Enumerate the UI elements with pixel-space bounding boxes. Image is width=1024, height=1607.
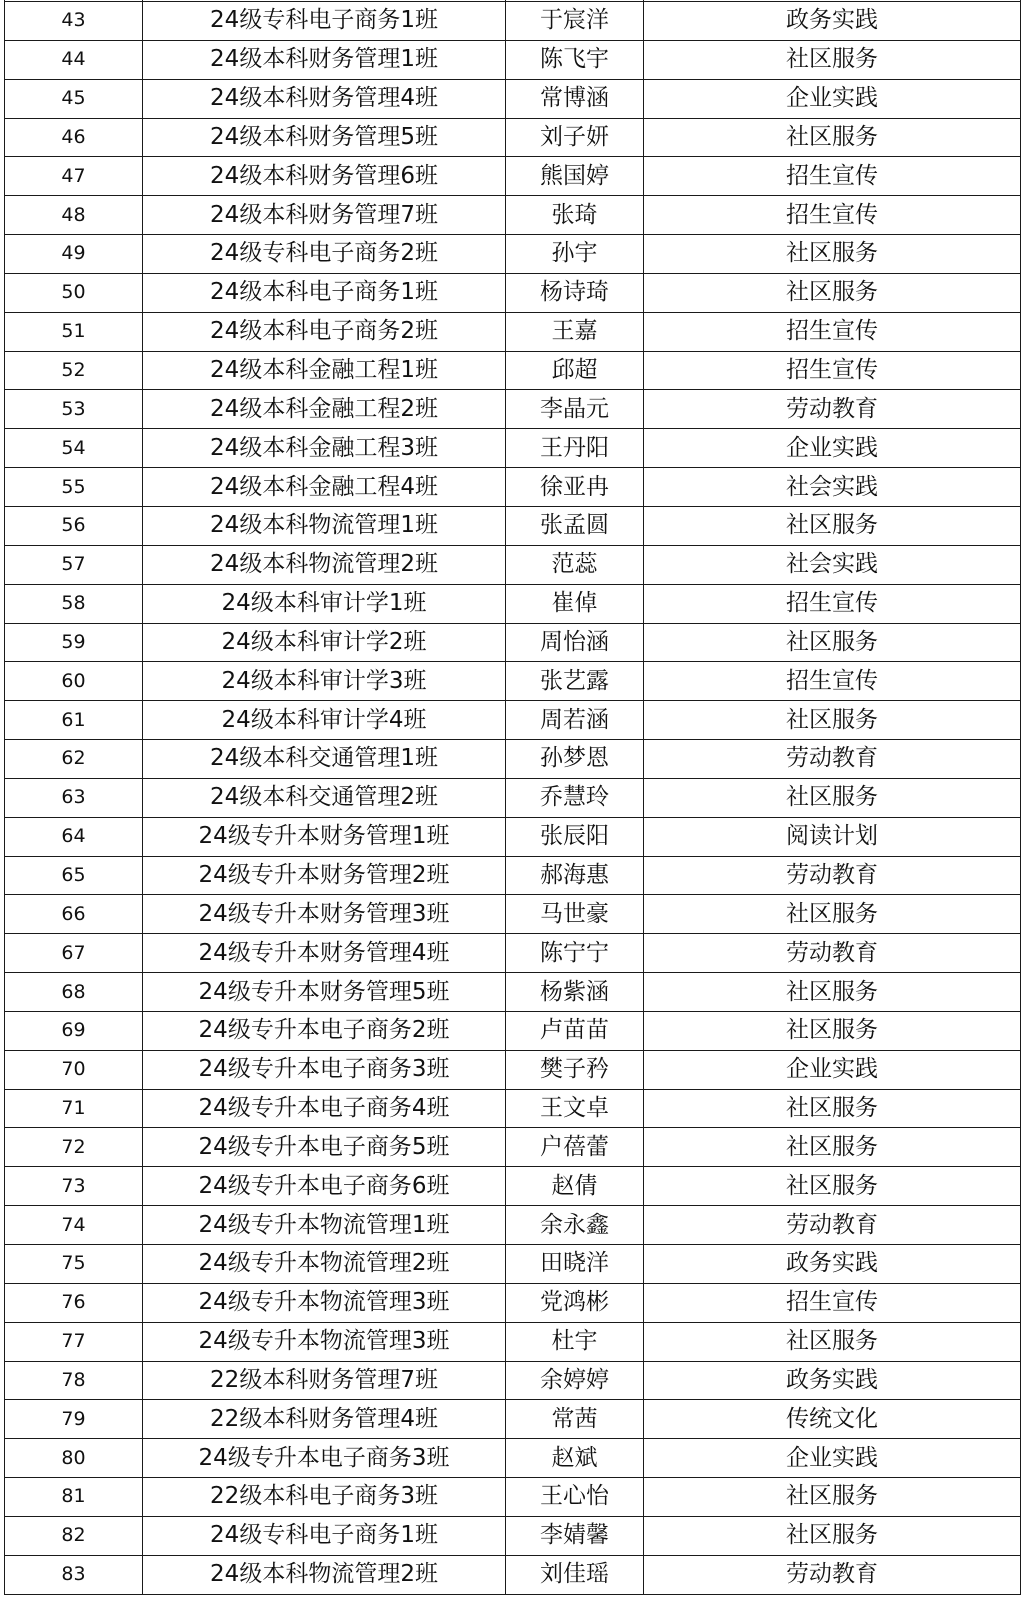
- class-name-cell: 24级专升本财务管理3班: [143, 895, 506, 934]
- table-row: [5, 429, 1021, 468]
- table-row: [5, 778, 1021, 817]
- student-name-cell: 王心怡: [506, 1478, 644, 1517]
- roster-table: [4, 0, 1021, 1595]
- student-name-cell: 田晓洋: [506, 1245, 644, 1284]
- row-number-cell: 63: [5, 778, 143, 817]
- row-number-cell: 55: [5, 468, 143, 507]
- table-row: [5, 1128, 1021, 1167]
- student-name-cell: 张琦: [506, 196, 644, 235]
- row-number-cell: 83: [5, 1555, 143, 1594]
- row-number-cell: 76: [5, 1283, 143, 1322]
- table-row: [5, 1516, 1021, 1555]
- student-name-cell: 孙宇: [506, 235, 644, 274]
- class-name-cell: 24级专升本电子商务3班: [143, 1050, 506, 1089]
- table-row: [5, 545, 1021, 584]
- student-name-cell: 张艺露: [506, 662, 644, 701]
- class-name-cell: 24级本科财务管理5班: [143, 118, 506, 157]
- student-name-cell: 余婷婷: [506, 1361, 644, 1400]
- activity-cell: 社区服务: [644, 1516, 1021, 1555]
- class-name-cell: 24级本科财务管理6班: [143, 157, 506, 196]
- activity-cell: 政务实践: [644, 2, 1021, 41]
- activity-cell: 招生宣传: [644, 1283, 1021, 1322]
- row-number-cell: 49: [5, 235, 143, 274]
- activity-cell: 劳动教育: [644, 856, 1021, 895]
- activity-cell: 社区服务: [644, 1128, 1021, 1167]
- student-name-cell: 熊国婷: [506, 157, 644, 196]
- activity-cell: 社区服务: [644, 235, 1021, 274]
- table-row: [5, 2, 1021, 41]
- activity-cell: 劳动教育: [644, 390, 1021, 429]
- class-name-cell: 22级本科财务管理4班: [143, 1400, 506, 1439]
- class-name-cell: 24级本科金融工程4班: [143, 468, 506, 507]
- roster-table-body: [5, 0, 1021, 1594]
- table-row: [5, 273, 1021, 312]
- student-name-cell: 于宸洋: [506, 2, 644, 41]
- row-number-cell: 79: [5, 1400, 143, 1439]
- class-name-cell: 24级本科电子商务1班: [143, 273, 506, 312]
- student-name-cell: 陈宁宁: [506, 934, 644, 973]
- class-name-cell: 24级本科金融工程3班: [143, 429, 506, 468]
- activity-cell: 社区服务: [644, 701, 1021, 740]
- student-name-cell: 邱超: [506, 351, 644, 390]
- class-name-cell: 24级本科财务管理1班: [143, 40, 506, 79]
- student-name-cell: 王文卓: [506, 1089, 644, 1128]
- table-row: [5, 196, 1021, 235]
- student-name-cell: 张辰阳: [506, 817, 644, 856]
- student-name-cell: 马世豪: [506, 895, 644, 934]
- student-name-cell: 张孟圆: [506, 506, 644, 545]
- class-name-cell: 24级专升本电子商务6班: [143, 1167, 506, 1206]
- table-row: [5, 623, 1021, 662]
- activity-cell: 社会实践: [644, 545, 1021, 584]
- table-row: [5, 118, 1021, 157]
- class-name-cell: 24级本科物流管理2班: [143, 1555, 506, 1594]
- row-number-cell: 82: [5, 1516, 143, 1555]
- class-name-cell: 24级本科交通管理1班: [143, 740, 506, 779]
- activity-cell: 社区服务: [644, 1167, 1021, 1206]
- row-number-cell: 50: [5, 273, 143, 312]
- activity-cell: 企业实践: [644, 429, 1021, 468]
- class-name-cell: 24级本科审计学3班: [143, 662, 506, 701]
- class-name-cell: 24级专升本财务管理4班: [143, 934, 506, 973]
- table-row: [5, 1400, 1021, 1439]
- activity-cell: 企业实践: [644, 79, 1021, 118]
- student-name-cell: 杜宇: [506, 1322, 644, 1361]
- row-number-cell: 54: [5, 429, 143, 468]
- table-row: [5, 1283, 1021, 1322]
- row-number-cell: 73: [5, 1167, 143, 1206]
- activity-cell: 劳动教育: [644, 1555, 1021, 1594]
- table-row: [5, 1478, 1021, 1517]
- row-number-cell: 75: [5, 1245, 143, 1284]
- table-row: [5, 817, 1021, 856]
- student-name-cell: 孙梦恩: [506, 740, 644, 779]
- class-name-cell: 24级本科财务管理4班: [143, 79, 506, 118]
- student-name-cell: 王丹阳: [506, 429, 644, 468]
- class-name-cell: 24级专科电子商务2班: [143, 235, 506, 274]
- activity-cell: 招生宣传: [644, 157, 1021, 196]
- class-name-cell: 24级本科金融工程2班: [143, 390, 506, 429]
- table-row: [5, 312, 1021, 351]
- row-number-cell: 80: [5, 1439, 143, 1478]
- table-row: [5, 740, 1021, 779]
- row-number-cell: 60: [5, 662, 143, 701]
- row-number-cell: 44: [5, 40, 143, 79]
- activity-cell: 社区服务: [644, 118, 1021, 157]
- activity-cell: 社区服务: [644, 1011, 1021, 1050]
- table-row: [5, 1361, 1021, 1400]
- table-row: [5, 973, 1021, 1012]
- student-name-cell: 李婧馨: [506, 1516, 644, 1555]
- class-name-cell: 24级专升本财务管理2班: [143, 856, 506, 895]
- row-number-cell: 43: [5, 2, 143, 41]
- row-number-cell: 62: [5, 740, 143, 779]
- row-number-cell: 70: [5, 1050, 143, 1089]
- activity-cell: 社区服务: [644, 895, 1021, 934]
- class-name-cell: 24级本科审计学4班: [143, 701, 506, 740]
- class-name-cell: 24级专升本财务管理1班: [143, 817, 506, 856]
- row-number-cell: 51: [5, 312, 143, 351]
- student-name-cell: 陈飞宇: [506, 40, 644, 79]
- class-name-cell: 24级专升本电子商务3班: [143, 1439, 506, 1478]
- row-number-cell: 65: [5, 856, 143, 895]
- activity-cell: 社会实践: [644, 468, 1021, 507]
- student-name-cell: 杨诗琦: [506, 273, 644, 312]
- student-name-cell: 常茜: [506, 1400, 644, 1439]
- activity-cell: 社区服务: [644, 1089, 1021, 1128]
- class-name-cell: 24级本科审计学2班: [143, 623, 506, 662]
- activity-cell: 政务实践: [644, 1245, 1021, 1284]
- table-row: [5, 1206, 1021, 1245]
- activity-cell: 社区服务: [644, 273, 1021, 312]
- row-number-cell: 81: [5, 1478, 143, 1517]
- class-name-cell: 24级本科审计学1班: [143, 584, 506, 623]
- class-name-cell: 24级专升本财务管理5班: [143, 973, 506, 1012]
- table-row: [5, 1167, 1021, 1206]
- row-number-cell: 61: [5, 701, 143, 740]
- student-name-cell: 余永鑫: [506, 1206, 644, 1245]
- row-number-cell: 46: [5, 118, 143, 157]
- row-number-cell: 45: [5, 79, 143, 118]
- table-row: [5, 1322, 1021, 1361]
- student-name-cell: 徐亚冉: [506, 468, 644, 507]
- table-row: [5, 856, 1021, 895]
- table-row: [5, 1011, 1021, 1050]
- class-name-cell: 24级专升本物流管理2班: [143, 1245, 506, 1284]
- activity-cell: 政务实践: [644, 1361, 1021, 1400]
- student-name-cell: 李晶元: [506, 390, 644, 429]
- activity-cell: 社区服务: [644, 1478, 1021, 1517]
- activity-cell: 招生宣传: [644, 196, 1021, 235]
- class-name-cell: 24级本科交通管理2班: [143, 778, 506, 817]
- table-row: [5, 468, 1021, 507]
- table-row: [5, 390, 1021, 429]
- class-name-cell: 24级专升本物流管理3班: [143, 1322, 506, 1361]
- activity-cell: 劳动教育: [644, 740, 1021, 779]
- student-name-cell: 赵倩: [506, 1167, 644, 1206]
- activity-cell: 劳动教育: [644, 934, 1021, 973]
- class-name-cell: 24级本科物流管理1班: [143, 506, 506, 545]
- table-row: [5, 1245, 1021, 1284]
- table-row: [5, 1089, 1021, 1128]
- student-name-cell: 刘佳瑶: [506, 1555, 644, 1594]
- activity-cell: 社区服务: [644, 506, 1021, 545]
- activity-cell: 劳动教育: [644, 1206, 1021, 1245]
- student-name-cell: 刘子妍: [506, 118, 644, 157]
- class-name-cell: 24级专科电子商务1班: [143, 2, 506, 41]
- student-name-cell: 党鸿彬: [506, 1283, 644, 1322]
- activity-cell: 社区服务: [644, 1322, 1021, 1361]
- student-name-cell: 崔倬: [506, 584, 644, 623]
- class-name-cell: 24级本科电子商务2班: [143, 312, 506, 351]
- student-name-cell: 周若涵: [506, 701, 644, 740]
- activity-cell: 招生宣传: [644, 584, 1021, 623]
- activity-cell: 企业实践: [644, 1050, 1021, 1089]
- class-name-cell: 24级本科财务管理7班: [143, 196, 506, 235]
- class-name-cell: 24级本科物流管理2班: [143, 545, 506, 584]
- row-number-cell: 66: [5, 895, 143, 934]
- table-row: [5, 40, 1021, 79]
- row-number-cell: 67: [5, 934, 143, 973]
- row-number-cell: 53: [5, 390, 143, 429]
- activity-cell: 招生宣传: [644, 351, 1021, 390]
- activity-cell: 招生宣传: [644, 312, 1021, 351]
- row-number-cell: 77: [5, 1322, 143, 1361]
- student-name-cell: 范蕊: [506, 545, 644, 584]
- activity-cell: 企业实践: [644, 1439, 1021, 1478]
- class-name-cell: 22级本科电子商务3班: [143, 1478, 506, 1517]
- activity-cell: 社区服务: [644, 623, 1021, 662]
- class-name-cell: 24级本科金融工程1班: [143, 351, 506, 390]
- activity-cell: 招生宣传: [644, 662, 1021, 701]
- student-name-cell: 户蓓蕾: [506, 1128, 644, 1167]
- table-row: [5, 1555, 1021, 1594]
- student-name-cell: 王嘉: [506, 312, 644, 351]
- row-number-cell: 57: [5, 545, 143, 584]
- class-name-cell: 24级专升本物流管理3班: [143, 1283, 506, 1322]
- row-number-cell: 52: [5, 351, 143, 390]
- row-number-cell: 58: [5, 584, 143, 623]
- row-number-cell: 64: [5, 817, 143, 856]
- table-row: [5, 351, 1021, 390]
- activity-cell: 社区服务: [644, 40, 1021, 79]
- table-row: [5, 79, 1021, 118]
- table-row: [5, 584, 1021, 623]
- table-row: [5, 662, 1021, 701]
- student-name-cell: 赵斌: [506, 1439, 644, 1478]
- row-number-cell: 69: [5, 1011, 143, 1050]
- activity-cell: 阅读计划: [644, 817, 1021, 856]
- student-name-cell: 樊子矜: [506, 1050, 644, 1089]
- class-name-cell: 24级专升本电子商务5班: [143, 1128, 506, 1167]
- activity-cell: 社区服务: [644, 778, 1021, 817]
- row-number-cell: 71: [5, 1089, 143, 1128]
- row-number-cell: 47: [5, 157, 143, 196]
- row-number-cell: 78: [5, 1361, 143, 1400]
- table-row: [5, 235, 1021, 274]
- activity-cell: 传统文化: [644, 1400, 1021, 1439]
- table-row: [5, 1439, 1021, 1478]
- student-name-cell: 郝海惠: [506, 856, 644, 895]
- class-name-cell: 24级专升本电子商务2班: [143, 1011, 506, 1050]
- student-name-cell: 周怡涵: [506, 623, 644, 662]
- student-name-cell: 乔慧玲: [506, 778, 644, 817]
- row-number-cell: 59: [5, 623, 143, 662]
- class-name-cell: 22级本科财务管理7班: [143, 1361, 506, 1400]
- table-row: [5, 157, 1021, 196]
- class-name-cell: 24级专升本电子商务4班: [143, 1089, 506, 1128]
- row-number-cell: 56: [5, 506, 143, 545]
- table-row: [5, 895, 1021, 934]
- activity-cell: 社区服务: [644, 973, 1021, 1012]
- student-name-cell: 常博涵: [506, 79, 644, 118]
- row-number-cell: 72: [5, 1128, 143, 1167]
- table-row: [5, 1050, 1021, 1089]
- row-number-cell: 74: [5, 1206, 143, 1245]
- row-number-cell: 68: [5, 973, 143, 1012]
- table-row: [5, 506, 1021, 545]
- student-name-cell: 卢苗苗: [506, 1011, 644, 1050]
- row-number-cell: 48: [5, 196, 143, 235]
- class-name-cell: 24级专升本物流管理1班: [143, 1206, 506, 1245]
- student-name-cell: 杨紫涵: [506, 973, 644, 1012]
- table-row: [5, 701, 1021, 740]
- class-name-cell: 24级专科电子商务1班: [143, 1516, 506, 1555]
- table-row: [5, 934, 1021, 973]
